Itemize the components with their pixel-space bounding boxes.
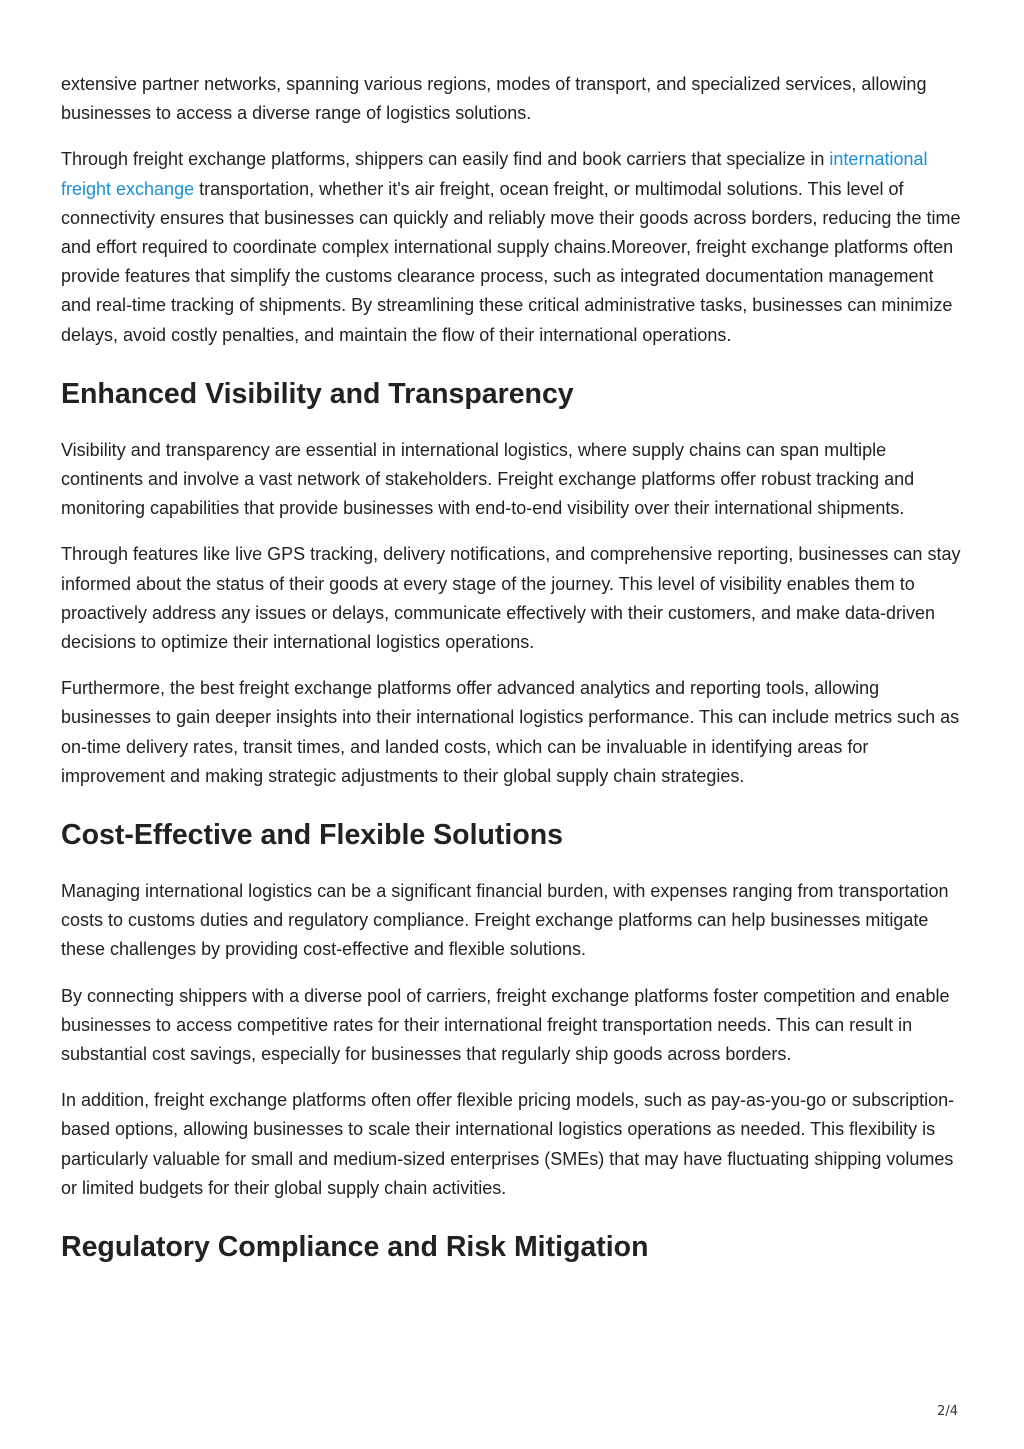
paragraph-flexible-pricing: In addition, freight exchange platforms often offer flexible pricing models, such as pay-as-you-go or subscription-based options, allowing businesses to scale their international logistics operations as needed. This flexibility is particularly valuable for small and medium-sized enterprises (SMEs) that may have fluctuating shipping volumes or limited budgets for their global supply chain activities. [61,1090,955,1198]
paragraph-competitive-rates: By connecting shippers with a diverse pool of carriers, freight exchange platforms foster competition and enable businesses to access competitive rates for their international freight transportation needs. This can result in substantial cost savings, especially for businesses that regularly ship goods across borders. [61,985,950,1065]
heading-cost-effective: Cost-Effective and Flexible Solutions [61,819,563,852]
paragraph-partner-networks: extensive partner networks, spanning various regions, modes of transport, and specialized services, allowing businesses to access a diverse range of logistics solutions. [61,74,927,124]
heading-regulatory-compliance: Regulatory Compliance and Risk Mitigation [61,1231,649,1264]
heading-enhanced-visibility: Enhanced Visibility and Transparency [61,377,574,410]
paragraph-visibility-intro: Visibility and transparency are essential in international logistics, where supply chains can span multiple continents and involve a vast network of stakeholders. Freight exchange platforms offer robust tracking and monitoring capabilities that provide businesses with end-to-end visibility over their international shipments. [61,439,915,519]
document-page [61,70,961,1289]
international-freight-exchange-link[interactable]: international freight exchange [61,149,928,199]
paragraph-financial-burden: Managing international logistics can be a significant financial burden, with expenses ranging from transportation costs to customs duties and regulatory compliance. Freight exchange platforms can help businesses mitigate these challenges by providing cost-effective and flexible solutions. [61,881,949,960]
paragraph-text-after-link: transportation, whether it's air freight, ocean freight, or multimodal solutions. This level of connectivity ensures that businesses can quickly and reliably move their goods across borders, reducing the time and effort required to coordinate complex international supply chains.Moreover, freight exchange platforms often provide features that simplify the customs clearance process, such as integrated documentation management and real-time tracking of shipments. By streamlining these critical administrative tasks, businesses can minimize delays, avoid costly penalties, and maintain the flow of their international operations. [61,178,961,345]
paragraph-analytics: Furthermore, the best freight exchange platforms offer advanced analytics and reporting tools, allowing businesses to gain deeper insights into their international logistics performance. This can include metrics such as on-time delivery rates, transit times, and landed costs, which can be invaluable in identifying areas for improvement and making strategic adjustments to their global supply chain strategies. [61,678,960,786]
page-number: 2/4 [937,1404,958,1419]
paragraph-freight-exchange-platforms [61,145,961,349]
paragraph-gps-tracking: Through features like live GPS tracking, delivery notifications, and comprehensive reporting, businesses can stay informed about the status of their goods at every stage of the journey. This level of visibility enables them to proactively address any issues or delays, communicate effectively with their customers, and make data-driven decisions to optimize their international logistics operations. [61,544,961,653]
paragraph-text-before-link: Through freight exchange platforms, shippers can easily find and book carriers that specialize in [61,149,830,170]
